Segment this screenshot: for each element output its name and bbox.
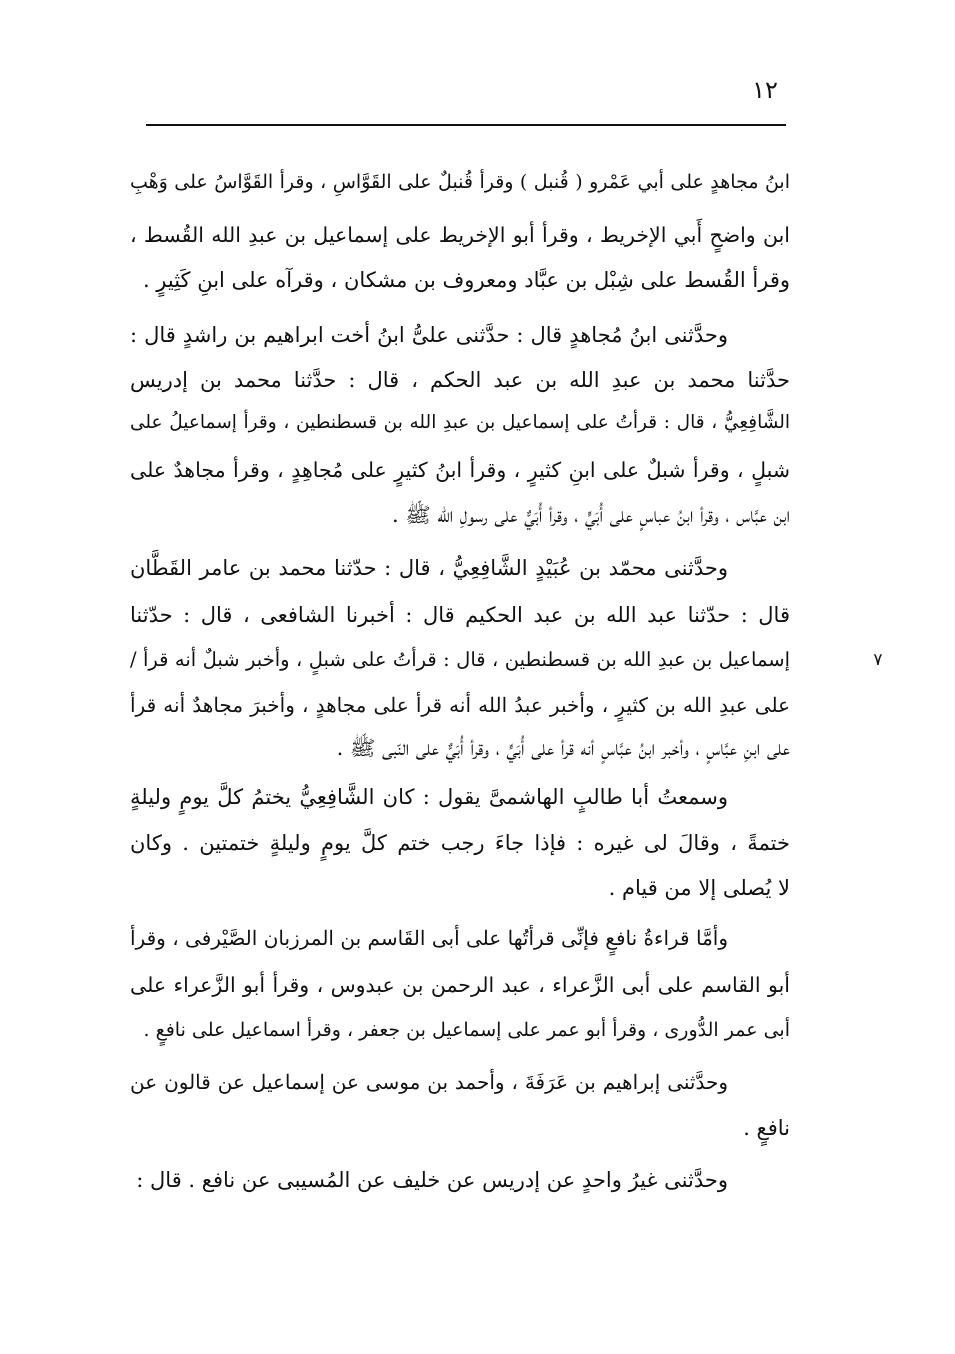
header-rule <box>146 124 786 126</box>
text-line: ابن واضحٍ أَبي الإخريط ، وقرأ أبو الإخريط على إسماعيل بن عبدِ الله القُسط ، <box>130 223 790 247</box>
text-line: وحدَّثنى إبراهيم بن عَرَفَةَ ، وأحمد بن موسى عن إسماعيل عن قالون عن <box>130 1070 728 1094</box>
margin-note: ٧ <box>873 650 883 670</box>
text-line: الشَّافِعِيُّ ، قال : قرأتُ على إسماعيل بن عبدِ الله بن قسطنطين ، وقرأ إسماعيلُ على <box>130 412 790 433</box>
text-line: وقرأ القُسط على شِبْل بن عبَّاد ومعروف بن مشكان ، وقرآه على ابنِ كَثِيرٍ . <box>142 268 790 292</box>
text-line: على عبدِ الله بن كثيرٍ ، وأخبر عبدُ الله أنه قرأ على مجاهدٍ ، وأخبرَ مجاهدٌ أنه قرأ <box>130 693 790 717</box>
text-line: ختمةً ، وقالَ لى غيره : فإذا جاءَ رجب ختم كلَّ يومٍ وليلةٍ ختمتين . وكان <box>130 831 790 855</box>
text-line: على ابنِ عبَّاسٍ ، وأخبر ابنُ عبَّاسٍ أنه قرأ على أُبَيٍّ ، وقرأ أُبَيٌّ على النّبى ﷺ . <box>336 736 790 760</box>
page-number: ١٢ <box>752 76 778 104</box>
text-line: ابن عبَّاس ، وقرأ ابنُ عباسٍ على أُبَيٍّ ، وقرأ أُبَيٌّ على رسولِ الله ﷺ . <box>391 503 790 527</box>
text-line: نافعٍ . <box>743 1116 790 1140</box>
text-line: قال : حدّثنا عبد الله بن عبد الحكيم قال : أخبرنا الشافعى ، قال : حدّثنا <box>130 603 790 627</box>
text-line: وأمَّا قراءةُ نافعٍ فإنِّى قرأتُها على أبى القَاسم بن المرزبان الصَّيْرفى ، وقرأ <box>130 926 728 950</box>
text-line: شبلٍ ، وقرأ شبلٌ على ابنِ كثيرٍ ، وقرأ ابنُ كثيرٍ على مُجاهِدٍ ، وقرأ مجاهدٌ على <box>130 458 790 482</box>
text-line: لا يُصلى إلا من قيام . <box>608 876 790 900</box>
text-line: أبو القاسم على أبى الزَّعراء ، عبد الرحمن بن عبدوس ، وقرأ أبو الزَّعراء على <box>130 973 790 997</box>
text-line: ابنُ مجاهدٍ على أبي عَمْرو ( قُنبل ) وقرأ قُنبلٌ على القَوَّاسِ ، وقرأ القَوَّاسُ على وَهْبِ <box>130 171 790 193</box>
text-line: أبى عمر الدُّورى ، وقرأ أبو عمر على إسماعيل بن جعفر ، وقرأ اسماعيل على نافعٍ . <box>143 1019 790 1041</box>
text-line: إسماعيل بن عبدِ الله بن قسطنطين ، قال : قرأتُ على شبلٍ ، وأخبر شبلٌ أنه قرأ / <box>130 648 790 671</box>
text-line: وحدَّثنى غيرُ واحدٍ عن إدريس عن خليف عن المُسيبى عن نافع . قال : <box>136 1168 728 1192</box>
text-line: وحدَّثنى محمّد بن عُبَيْدٍ الشَّافِعِيُّ ، قال : حدّثنا محمد بن عامر القَطَّان <box>130 556 728 580</box>
text-line: حدَّثنا محمد بن عبدِ الله بن عبد الحكم ، قال : حدَّثنا محمد بن إدريس <box>130 368 790 392</box>
text-line: وحدَّثنى ابنُ مُجاهدٍ قال : حدَّثنى علىُّ ابنُ أخت ابراهيم بن راشدٍ قال : <box>130 323 728 347</box>
text-line: وسمعتُ أبا طالبٍ الهاشمىَّ يقول : كان الشَّافِعِيُّ يختمُ كلَّ يومٍ وليلةٍ <box>130 785 728 809</box>
